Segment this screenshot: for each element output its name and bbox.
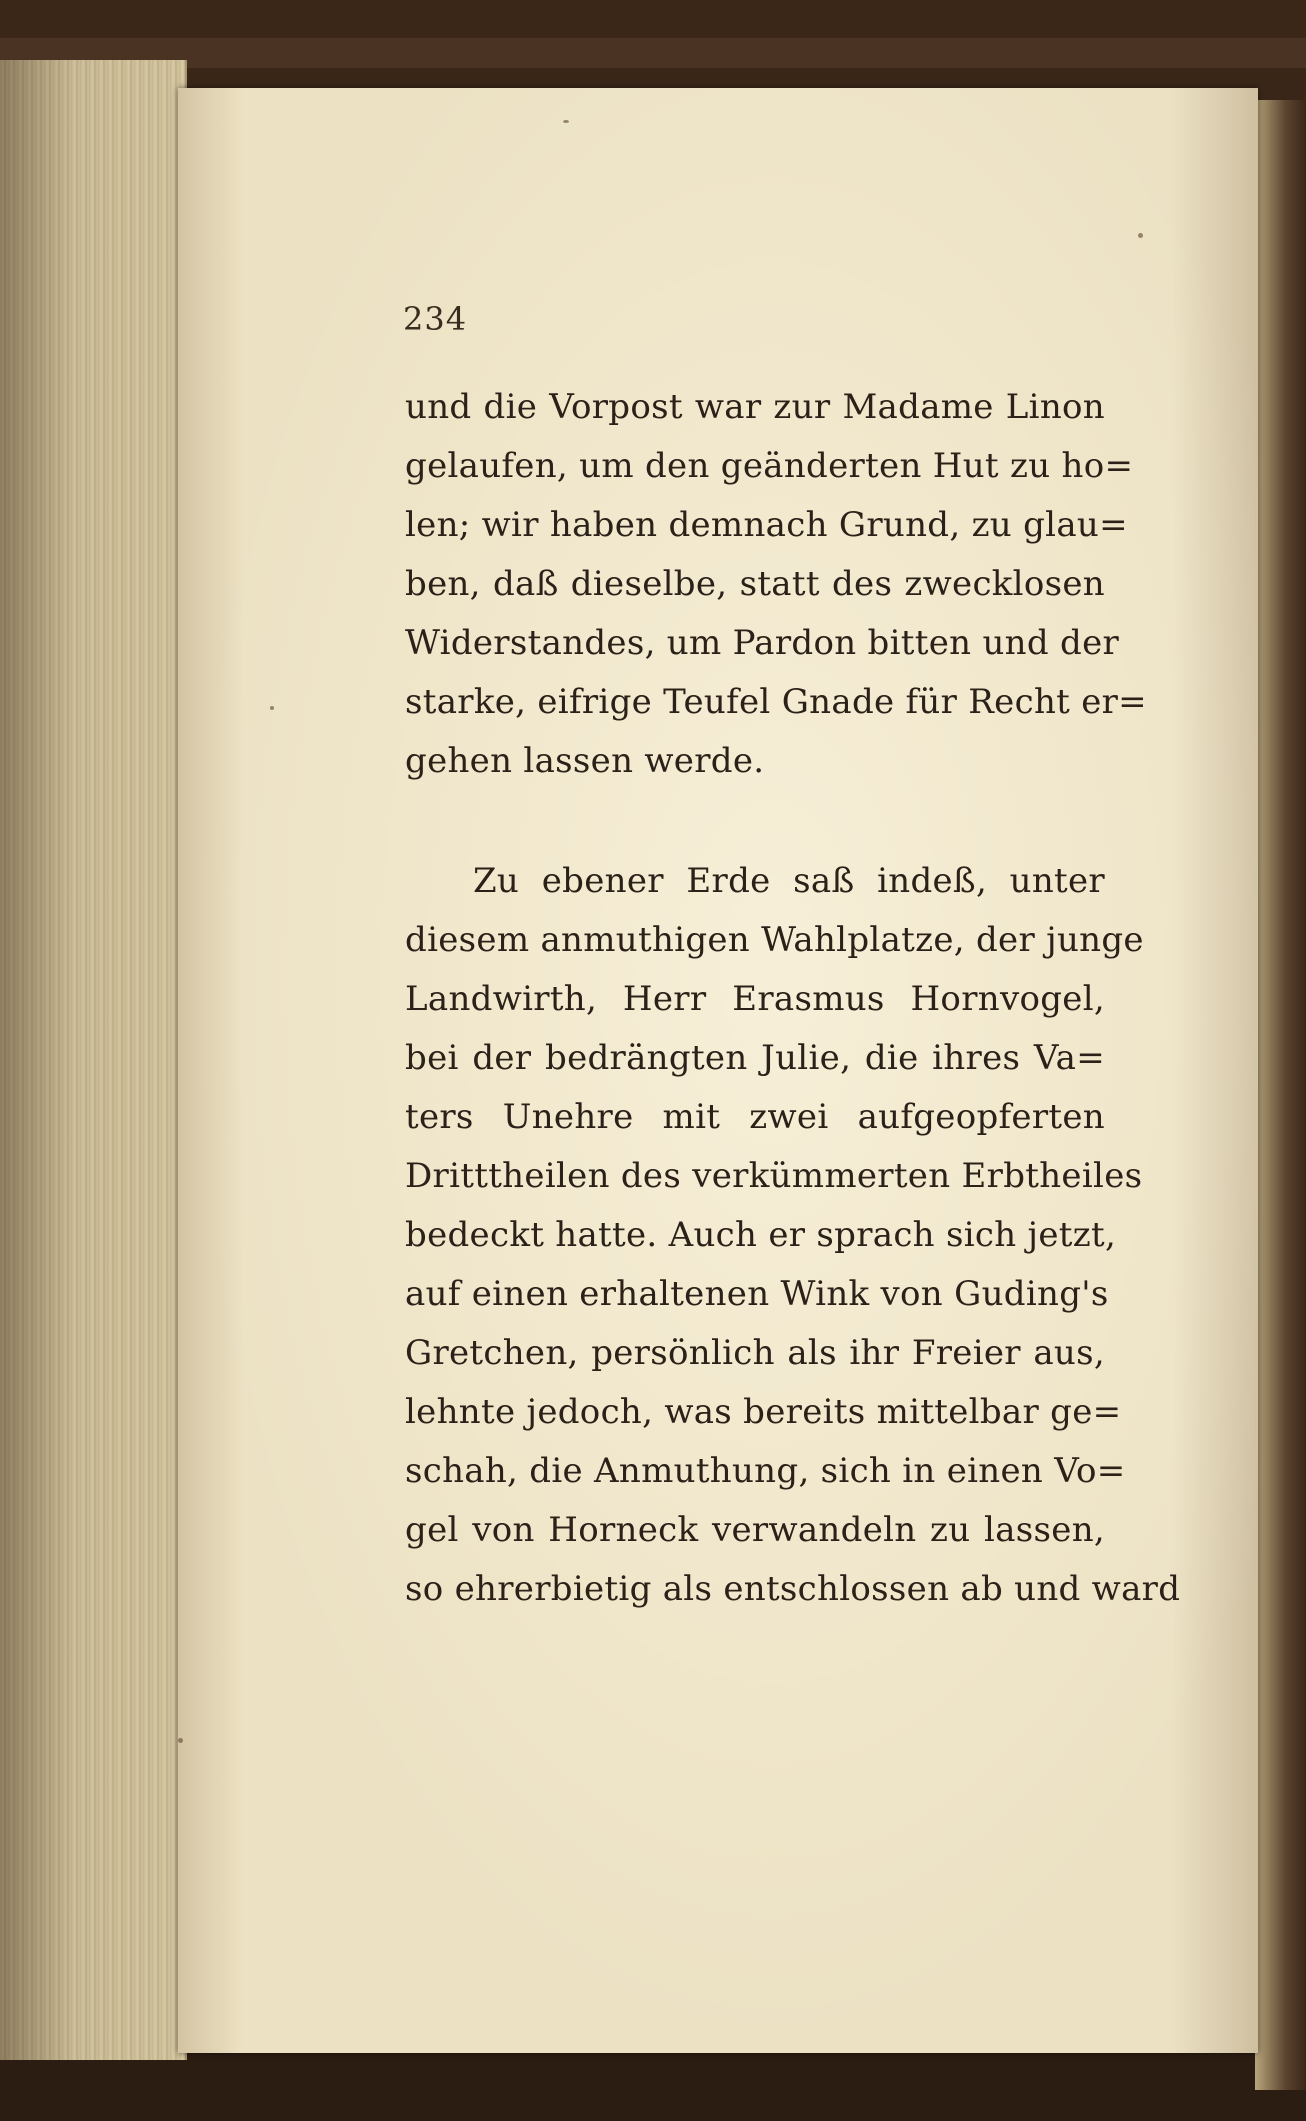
text-line: bei der bedrängten Julie, die ihres Va=: [405, 1038, 1105, 1078]
paper-speck: [1138, 233, 1143, 238]
book-cover-edge: [0, 38, 1306, 68]
paper-speck: [563, 120, 569, 123]
text-line: Dritttheilen des verkümmerten Erbtheiles: [405, 1156, 1143, 1196]
text-line: gel von Horneck verwandeln zu lassen,: [405, 1510, 1105, 1550]
page-number: 234: [403, 300, 468, 338]
paragraph-1: [405, 378, 1147, 791]
text-line: gelaufen, um den geänderten Hut zu ho=: [405, 446, 1134, 486]
text-line: auf einen erhaltenen Wink von Guding's: [405, 1274, 1109, 1314]
paper-speck: [178, 1738, 183, 1743]
text-line: Zu ebener Erde saß indeß, unter: [473, 861, 1105, 901]
text-line: Widerstandes, um Pardon bitten und der: [405, 623, 1120, 663]
paper-speck: [270, 706, 274, 710]
page-edges-stack: [0, 60, 187, 2060]
text-line: ben, daß dieselbe, statt des zwecklosen: [405, 564, 1105, 604]
text-line: und die Vorpost war zur Madame Linon: [405, 387, 1105, 427]
text-line: so ehrerbietig als entschlossen ab und ward: [405, 1569, 1181, 1609]
text-line: starke, eifrige Teufel Gnade für Recht er=: [405, 682, 1147, 722]
text-line: schah, die Anmuthung, sich in einen Vo=: [405, 1451, 1126, 1491]
text-line: diesem anmuthigen Wahlplatze, der junge: [405, 920, 1144, 960]
text-line: ters Unehre mit zwei aufgeopferten: [405, 1097, 1105, 1137]
facing-page-edge: [1255, 100, 1306, 2090]
text-line: len; wir haben demnach Grund, zu glau=: [405, 505, 1128, 545]
text-line: Landwirth, Herr Erasmus Hornvogel,: [405, 979, 1105, 1019]
text-line: bedeckt hatte. Auch er sprach sich jetzt,: [405, 1215, 1117, 1255]
text-line: gehen lassen werde.: [405, 741, 765, 781]
text-line: Gretchen, persönlich als ihr Freier aus,: [405, 1333, 1105, 1373]
text-line: lehnte jedoch, was bereits mittelbar ge=: [405, 1392, 1122, 1432]
paragraph-2: [405, 852, 1181, 1619]
